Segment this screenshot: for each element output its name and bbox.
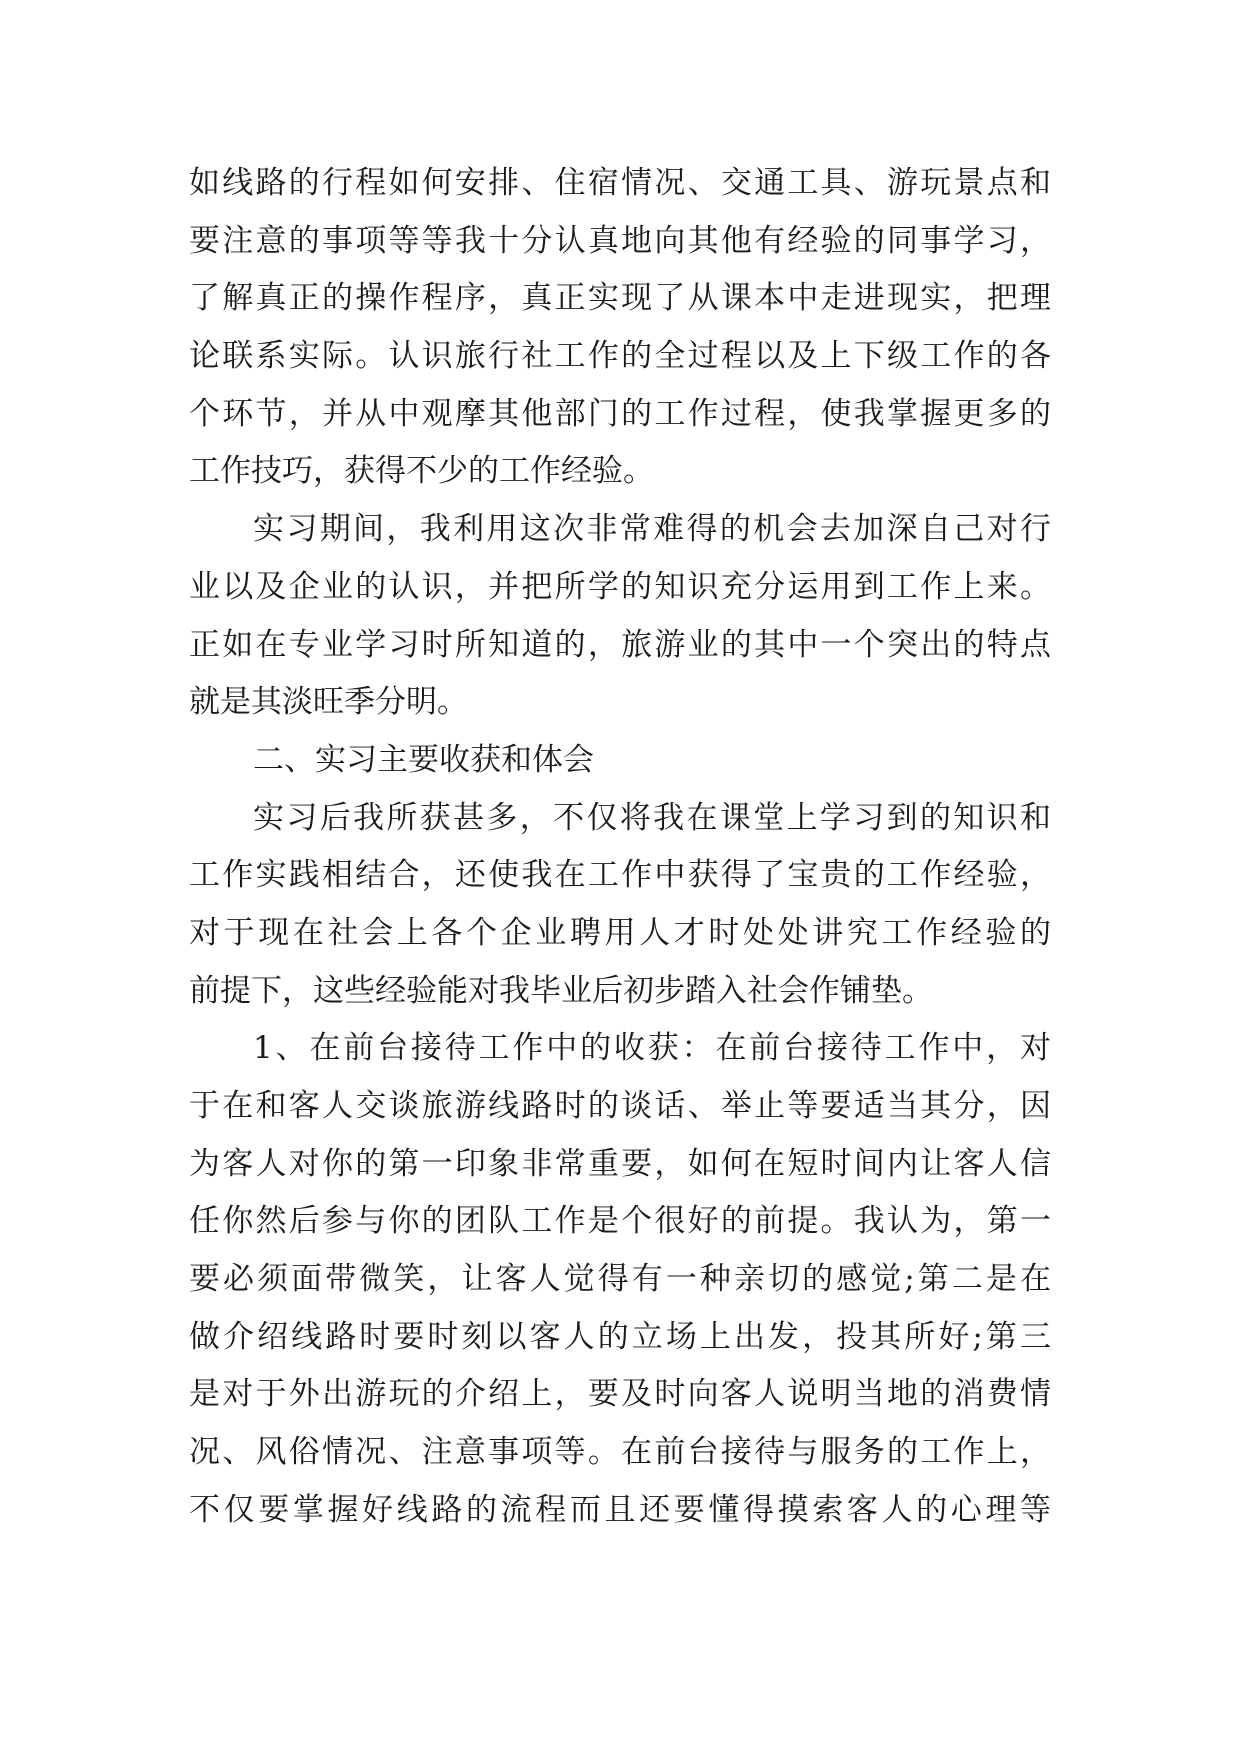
text-line: 个环节，并从中观摩其他部门的工作过程，使我掌握更多的 [189, 395, 1051, 432]
text-line: 论联系实际。认识旅行社工作的全过程以及上下级工作的各 [189, 338, 1051, 375]
text-line: 工作实践相结合，还使我在工作中获得了宝贵的工作经验， [189, 857, 1051, 894]
text-line: 业以及企业的认识，并把所学的知识充分运用到工作上来。 [189, 568, 1051, 605]
text-line: 要必须面带微笑，让客人觉得有一种亲切的感觉;第二是在 [189, 1261, 1051, 1298]
text-line: 要注意的事项等等我十分认真地向其他有经验的同事学习， [189, 222, 1051, 259]
section-heading: 二、实习主要收获和体会 [253, 741, 594, 778]
text-line: 任你然后参与你的团队工作是个很好的前提。我认为，第一 [189, 1203, 1051, 1240]
paragraph-start-line: 实习期间，我利用这次非常难得的机会去加深自己对行 [253, 511, 1051, 548]
text-line: 是对于外出游玩的介绍上，要及时向客人说明当地的消费情 [189, 1376, 1051, 1413]
text-line: 于在和客人交谈旅游线路时的谈话、举止等要适当其分，因 [189, 1088, 1051, 1124]
text-line: 况、风俗情况、注意事项等。在前台接待与服务的工作上， [189, 1434, 1051, 1471]
text-line: 工作技巧，获得不少的工作经验。 [189, 453, 654, 490]
text-line: 不仅要掌握好线路的流程而且还要懂得摸索客人的心理等 [189, 1491, 1051, 1528]
text-line: 就是其淡旺季分明。 [189, 684, 468, 721]
text-line: 对于现在社会上各个企业聘用人才时处处讲究工作经验的 [189, 914, 1051, 951]
text-line: 了解真正的操作程序，真正实现了从课本中走进现实，把理 [189, 280, 1051, 317]
text-line: 前提下，这些经验能对我毕业后初步踏入社会作铺垫。 [189, 972, 933, 1009]
text-line: 为客人对你的第一印象非常重要，如何在短时间内让客人信 [189, 1145, 1051, 1182]
text-line: 如线路的行程如何安排、住宿情况、交通工具、游玩景点和 [189, 165, 1051, 201]
text-line: 正如在专业学习时所知道的，旅游业的其中一个突出的特点 [189, 626, 1051, 663]
paragraph-start-line: 1、在前台接待工作中的收获：在前台接待工作中，对 [253, 1030, 1051, 1067]
text-line: 做介绍线路时要时刻以客人的立场上出发，投其所好;第三 [189, 1318, 1051, 1355]
document-body [189, 155, 1051, 1540]
paragraph-start-line: 实习后我所获甚多，不仅将我在课堂上学习到的知识和 [253, 799, 1051, 836]
